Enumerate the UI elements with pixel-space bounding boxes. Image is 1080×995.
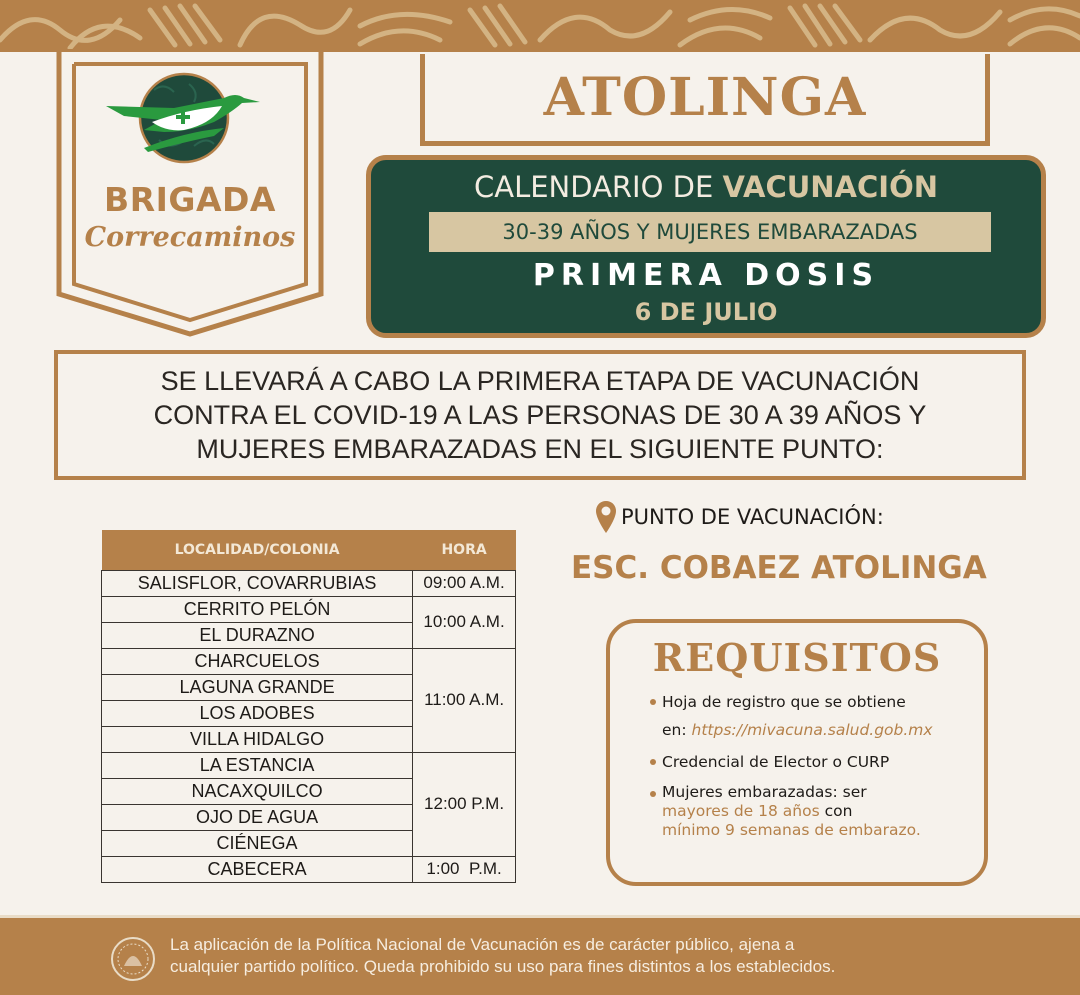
bullet-icon [650, 759, 656, 765]
requirement-item [650, 691, 980, 741]
requirement-highlight: mayores de 18 años [662, 802, 820, 820]
requirement-url-line [662, 719, 980, 741]
column-header-locality: LOCALIDAD/COLONIA [102, 530, 413, 570]
footer-line: cualquier partido político. Queda prohibido su uso para fines distintos a los establecidos. [170, 957, 836, 976]
table-row [102, 570, 516, 596]
requirement-item [650, 751, 980, 773]
vaccination-point-label-text: PUNTO DE VACUNACIÓN: [621, 505, 884, 529]
notice-box [54, 350, 1026, 480]
map-pin-icon [595, 500, 617, 534]
registration-link[interactable]: https://mivacuna.salud.gob.mx [691, 721, 933, 739]
locality-cell: CABECERA [102, 856, 413, 882]
requirements-title: REQUISITOS [652, 635, 942, 680]
requirement-text: Mujeres embarazadas: ser [662, 783, 867, 801]
table-row [102, 856, 516, 882]
requirements-list [650, 691, 980, 840]
roadrunner-logo-icon [104, 70, 264, 166]
requirement-text: Hoja de registro que se obtiene [662, 693, 906, 711]
calendar-heading-prefix: CALENDARIO DE [473, 170, 723, 204]
requirements-box [606, 619, 988, 886]
column-header-time: HORA [413, 530, 516, 570]
locality-cell: SALISFLOR, COVARRUBIAS [102, 570, 413, 596]
notice-line: SE LLEVARÁ A CABO LA PRIMERA ETAPA DE VACUNACIÓN [160, 366, 920, 396]
table-row [102, 648, 516, 674]
decorative-pattern-band [0, 0, 1080, 52]
locality-cell: CHARCUELOS [102, 648, 413, 674]
requirement-text: Credencial de Elector o CURP [662, 753, 890, 771]
locality-cell: VILLA HIDALGO [102, 726, 413, 752]
brand-title: BRIGADA [104, 180, 276, 219]
requirement-url-prefix: en: [662, 721, 692, 739]
schedule-table [101, 530, 516, 883]
footer-disclaimer [170, 934, 1050, 978]
time-cell: 12:00 P.M. [413, 752, 516, 856]
age-group-banner: 30-39 AÑOS Y MUJERES EMBARAZADAS [429, 212, 991, 252]
title-box [420, 54, 990, 146]
requirement-item [650, 783, 980, 840]
table-row [102, 596, 516, 622]
locality-cell: EL DURAZNO [102, 622, 413, 648]
vaccination-point-label [595, 500, 884, 534]
locality-cell: NACAXQUILCO [102, 778, 413, 804]
date-label: 6 DE JULIO [634, 298, 778, 326]
time-cell: 10:00 A.M. [413, 596, 516, 648]
pattern-graphic [0, 0, 1080, 52]
dose-label: PRIMERA DOSIS [532, 258, 880, 293]
table-row [102, 752, 516, 778]
footer-band [0, 915, 1080, 995]
calendar-panel [366, 155, 1046, 338]
time-cell: 11:00 A.M. [413, 648, 516, 752]
time-cell: 09:00 A.M. [413, 570, 516, 596]
government-seal-icon [110, 936, 156, 982]
locality-cell: CERRITO PELÓN [102, 596, 413, 622]
notice-line: CONTRA EL COVID-19 A LAS PERSONAS DE 30 A 39 AÑOS Y [153, 400, 927, 430]
bullet-icon [650, 699, 656, 705]
locality-cell: LOS ADOBES [102, 700, 413, 726]
calendar-heading-highlight: VACUNACIÓN [722, 170, 938, 204]
bullet-icon [650, 791, 656, 797]
locality-cell: LA ESTANCIA [102, 752, 413, 778]
table-header-row [102, 530, 516, 570]
footer-line: La aplicación de la Política Nacional de Vacunación es de carácter público, ajena a [170, 935, 795, 954]
page-title: ATOLINGA [543, 67, 867, 128]
time-cell: 1:00 P.M. [413, 856, 516, 882]
locality-cell: CIÉNEGA [102, 830, 413, 856]
requirement-text: con [819, 802, 853, 820]
requirement-highlight: mínimo 9 semanas de embarazo. [662, 821, 921, 839]
brand-subtitle: Correcaminos [84, 222, 296, 253]
vaccination-point-name: ESC. COBAEZ ATOLINGA [571, 550, 987, 586]
locality-cell: OJO DE AGUA [102, 804, 413, 830]
calendar-heading [371, 170, 1041, 204]
notice-line: MUJERES EMBARAZADAS EN EL SIGUIENTE PUNTO: [196, 434, 884, 464]
locality-cell: LAGUNA GRANDE [102, 674, 413, 700]
